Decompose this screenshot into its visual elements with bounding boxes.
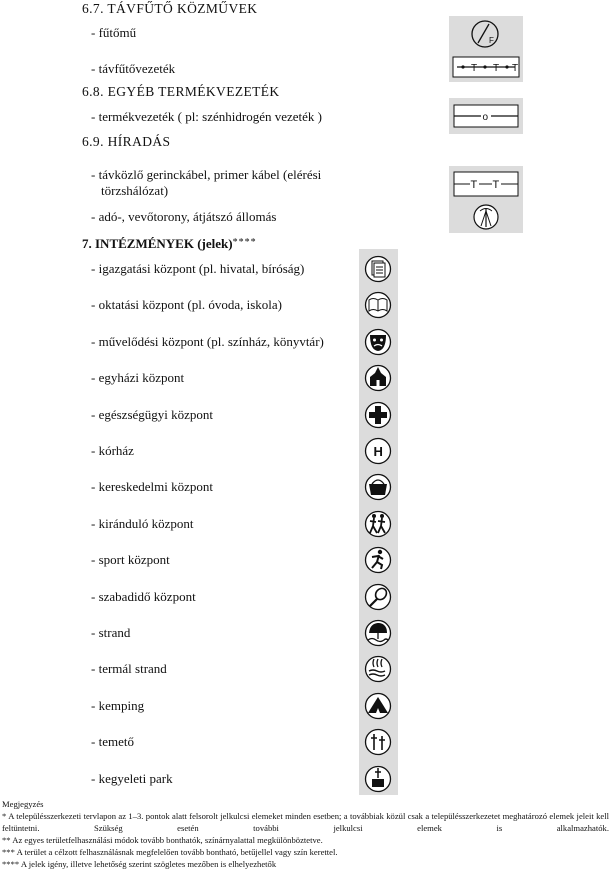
institution-label: - egészségügyi központ (91, 406, 214, 422)
pipe-mark-2: T (493, 63, 500, 74)
svg-text:H: H (373, 444, 383, 459)
heating-plant-symbol (449, 16, 523, 52)
theater-mask-icon (364, 328, 392, 356)
item-termekvezetek: - termékvezeték ( pl: szénhidrogén vezeték ) (91, 109, 322, 124)
section-heading-7 (82, 235, 257, 251)
cable-mark-2: T (492, 179, 500, 191)
notes-title: Megjegyzés (2, 799, 44, 809)
section-heading-7-text: 7. INTÉZMÉNYEK (jelek) (82, 236, 233, 251)
cable-mark-1: T (470, 179, 478, 191)
open-book-icon (364, 291, 392, 319)
transmission-tower-icon (474, 205, 498, 229)
institution-label: - kegyeleti park (91, 770, 173, 786)
institution-label: - termál strand (91, 661, 167, 677)
institution-label: - kereskedelmi központ (91, 479, 214, 495)
hikers-icon (364, 510, 392, 538)
product-mark: o (482, 112, 489, 123)
product-pipeline-symbol (449, 98, 523, 134)
district-heating-pipe-symbol (449, 52, 523, 82)
note-1: * A településszerkezeti tervlapon az 1–3. pontok alatt felsorolt jelkulcsi elemeket minden esetben; a továbbiak közül csak a településszerkezetet meghatározó elemek jeleit kell feltüntetni. Szükség esetén további jelkulcsi elemek is alkalmazhatók. (2, 811, 609, 834)
note-4: **** A jelek igény, illetve lehetőség szerint szögletes mezőben is elhelyezhetők (2, 859, 277, 870)
institution-label: - kórház (91, 443, 134, 458)
institution-label: - igazgatási központ (pl. hivatal, bíróság) (91, 261, 305, 276)
item-tavfutovezetek: - távfűtővezeték (91, 61, 176, 76)
church-icon (364, 364, 392, 392)
thermal-spring-icon (364, 655, 392, 683)
item-adotorony: - adó-, vevőtorony, átjátszó állomás (91, 209, 277, 224)
section-heading-6-8: 6.8. EGYÉB TERMÉKVEZETÉK (82, 84, 280, 99)
institution-label: - strand (91, 625, 131, 640)
telecom-symbol-group (449, 166, 523, 233)
item-futomu: - fűtőmű (91, 25, 137, 40)
runner-icon (364, 546, 392, 574)
racket-icon (364, 583, 392, 611)
memorial-park-icon (364, 765, 392, 793)
institution-label: - oktatási központ (pl. óvoda, iskola) (91, 297, 282, 313)
institution-label: - egyházi központ (91, 370, 185, 386)
pipe-mark-3: T (512, 63, 519, 74)
institution-label: - kemping (91, 697, 145, 713)
note-2: ** Az egyes területfelhasználási módok tovább bonthatók, színárnyalattal megkülönböztetve. (2, 835, 323, 846)
institution-label: - sport központ (91, 552, 170, 568)
note-3: *** A terület a célzott felhasználásnak megfelelően tovább bontható, betűjellel vagy szín kerettel. (2, 847, 338, 858)
tent-icon (364, 692, 392, 720)
notes-block (2, 798, 609, 871)
hospital-h-icon (364, 437, 392, 465)
section-heading-6-7: 6.7. TÁVFŰTŐ KÖZMŰVEK (82, 1, 258, 16)
section-heading-6-9: 6.9. HÍRADÁS (82, 134, 171, 149)
heating-plant-letter: F (489, 36, 494, 45)
pipe-mark-1: T (471, 63, 478, 74)
cemetery-crosses-icon (364, 728, 392, 756)
institution-label: - kiránduló központ (91, 515, 194, 531)
item-gerinckabel: - távközlő gerinckábel, primer kábel (elérési (91, 167, 322, 182)
institution-label: - művelődési központ (pl. színház, könyvtár) (91, 333, 324, 349)
medical-cross-icon (364, 401, 392, 429)
beach-umbrella-icon (364, 619, 392, 647)
institution-label: - temető (91, 734, 134, 750)
section-heading-7-stars: **** (232, 237, 257, 248)
institution-label: - szabadidő központ (91, 588, 196, 604)
item-gerinckabel-cont: törzshálózat) (101, 183, 169, 198)
documents-icon (364, 255, 392, 283)
shopping-basket-icon (364, 473, 392, 501)
